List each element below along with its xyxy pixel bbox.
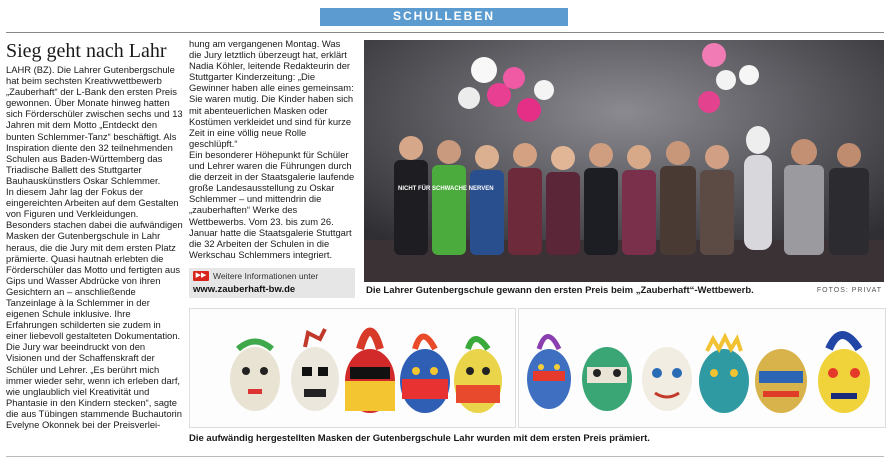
masks-illustration-right xyxy=(519,309,885,427)
arrow-icon: ▶▶ xyxy=(193,271,209,281)
info-url-link[interactable]: www.zauberhaft-bw.de xyxy=(193,284,296,295)
main-photo-caption: Die Lahrer Gutenbergschule gewann den ersten Preis beim „Zauberhaft“-Wettbewerb. xyxy=(366,285,754,296)
article-column-2 xyxy=(189,38,355,260)
info-box xyxy=(189,268,355,298)
section-header xyxy=(320,8,568,26)
paragraph: LAHR (BZ). Die Lahrer Gutenbergschule hat beim sechsten Kreativwettbewerb „Zauberhaft“ der L-Bank den ersten Preis gewonnen. Über Monate hinweg hatten sich Förderschüler zwischen sechs und 13 Jahren mit dem Motto „Entdeckt den bunten Schlemmer-Tanz“ beschäftigt. Als Inspiration diente den 32 teilnehmenden Schulen aus Baden-Württemberg das Triadische Ballett des Stuttgarter Bauhauskünstlers Oskar Schlemmer. xyxy=(6,64,183,186)
section-label: SCHULLEBEN xyxy=(392,9,495,23)
paragraph: Ein besonderer Höhepunkt für Schüler und Lehrer waren die Führungen durch die derzeit in der Staatsgalerie laufende große Landesausstellung zu Oskar Schlemmer – und mittendrin die „zauberhaften“ Werke des Wettbewerbs. Vom 23. bis zum 26. Januar hatte die Staatsgalerie Stuttgart die 32 Arbeiten der Schulen in die Werkschau Schlemmers integriert. xyxy=(189,148,355,260)
article-headline: Sieg geht nach Lahr xyxy=(6,40,167,62)
info-label: Weitere Informationen unter xyxy=(213,271,319,281)
masks-photo-right xyxy=(518,308,886,428)
masks-illustration-left xyxy=(190,309,515,427)
top-rule xyxy=(6,32,884,33)
group-photo xyxy=(364,40,884,282)
paragraph: hung am vergangenen Montag. Was die Jury letztlich überzeugt hat, erklärt Nadia Köhler, leitende Redakteurin der Stuttgarter Kinderzeitung: „Die Gewinner haben alle eines gemeinsam: Sie waren mutig. Die Kinder haben sich mit abenteuerlichen Masken oder Kostümen verkleidet und sind für kurze Zeit in eine völlig neue Rolle geschlüpft.“ xyxy=(189,38,354,149)
article-column-1 xyxy=(6,36,183,430)
column-2-text xyxy=(189,38,355,260)
svg-text:NICHT FÜR SCHWACHE NERVEN: NICHT FÜR SCHWACHE NERVEN xyxy=(398,186,494,192)
mask xyxy=(642,347,692,411)
mask xyxy=(582,347,632,411)
masks-photo-left xyxy=(189,308,516,428)
column-1-text xyxy=(6,64,183,430)
photo-credit: FOTOS: PRIVAT xyxy=(816,287,882,294)
bottom-rule xyxy=(6,456,884,457)
masks-photo-caption: Die aufwändig hergestellten Masken der Gutenbergschule Lahr wurden mit dem ersten Preis prämiert. xyxy=(189,433,650,444)
shirt-text xyxy=(398,185,494,192)
paragraph: In diesem Jahr lag der Fokus der eingereichten Arbeiten auf dem Gestalten von Figuren und Verkleidungen. Besonders stachen dabei die aufwändigen Masken der Gutenbergschule in Lahr heraus, die die Jury mit dem ersten Platz prämierte. Quasi hautnah erlebten die Förderschüler das Motto und fertigten aus Gips und Wasser Abdrücke von ihren Gesichtern an – anschließende Tanzeinlage à la Schlemmer in der eigenen Schule inklusive. Ihre Erfahrungen schilderten sie zudem in einer liebevoll gestalteten Dokumentation. xyxy=(6,186,183,342)
mask xyxy=(755,349,807,413)
paragraph: Die Jury war beeindruckt von den Visionen und der Schaffenskraft der Schüler und Lehrer. „Es berührt mich immer wieder sehr, wenn ich erleben darf, wie unglaublich viel Kreativität und Phantasie in den Kindern stecken“, sagte die aus Tübingen stammende Buchautorin Evelyne Okonnek bei der Preisverlei- xyxy=(6,341,182,430)
group-photo-illustration xyxy=(364,40,884,282)
